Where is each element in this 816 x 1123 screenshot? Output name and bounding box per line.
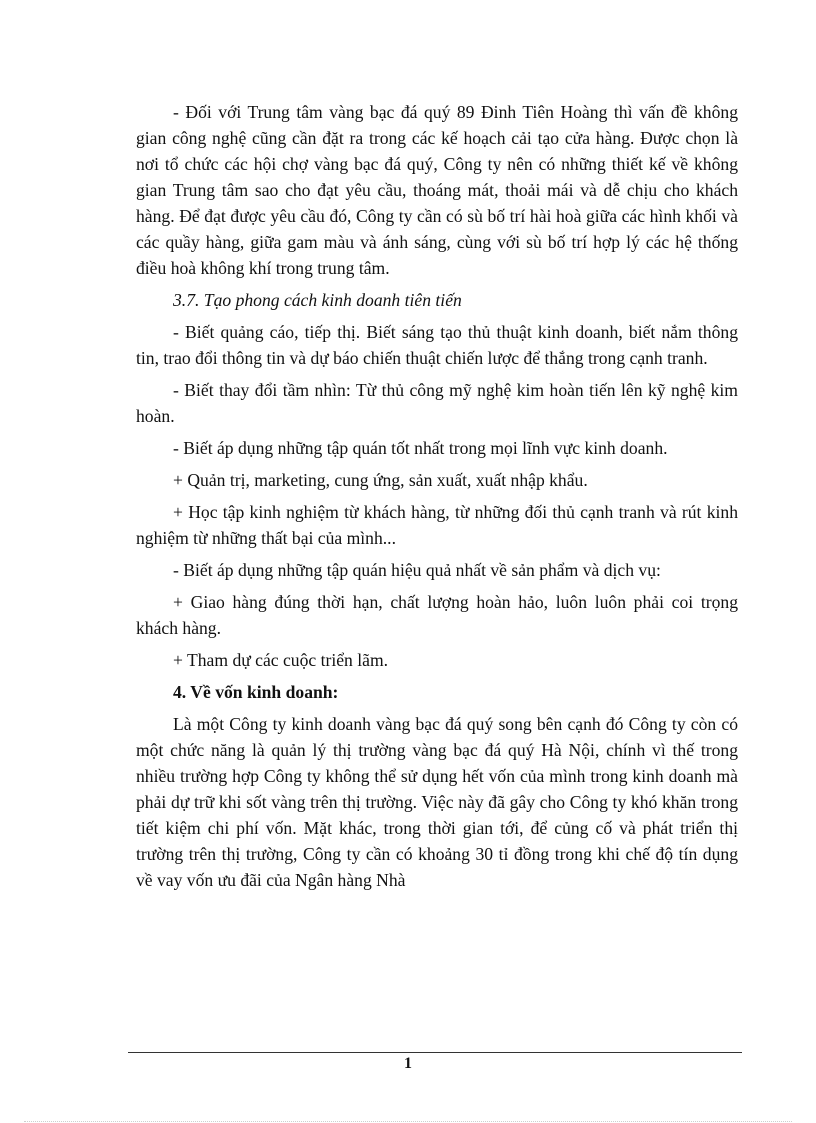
list-item-delivery: + Giao hàng đúng thời hạn, chất lượng hoàn hảo, luôn luôn phải coi trọng khách hàng.	[136, 592, 738, 638]
footer-divider	[128, 1052, 742, 1053]
page-number: 1	[404, 1055, 412, 1072]
section-heading-3-7: 3.7. Tạo phong cách kinh doanh tiên tiến	[173, 290, 462, 310]
list-item-exhibitions: + Tham dự các cuộc triển lãm.	[173, 650, 389, 670]
paragraph-best-practices: - Biết áp dụng những tập quán tốt nhất trong mọi lĩnh vực kinh doanh.	[173, 438, 668, 458]
paragraph-product-service: - Biết áp dụng những tập quán hiệu quả nhất về sản phẩm và dịch vụ:	[173, 560, 661, 580]
page-bottom-border	[24, 1121, 792, 1122]
paragraph-vision: - Biết thay đổi tầm nhìn: Từ thủ công mỹ nghệ kim hoàn tiến lên kỹ nghệ kim hoàn.	[136, 380, 738, 426]
paragraph-capital: Là một Công ty kinh doanh vàng bạc đá quý song bên cạnh đó Công ty còn có một chức năng là quản lý thị trường vàng bạc đá quý Hà Nội, chính vì thế trong nhiều trường hợp Công ty không thể sử dụng hết vốn của mình trong kinh doanh mà phải dự trữ khi sốt vàng trên thị trường. Việc này đã gây cho Công ty khó khăn trong tiết kiệm chi phí vốn. Mặt khác, trong thời gian tới, để củng cố và phát triển thị trường trên thị trường, Công ty cần có khoảng 30 tỉ đồng trong khi chế độ tín dụng về vay vốn ưu đãi của Ngân hàng Nhà	[136, 714, 738, 890]
paragraph-trung-tam-space: - Đối với Trung tâm vàng bạc đá quý 89 Đinh Tiên Hoàng thì vấn đề không gian công nghệ cũng cần đặt ra trong các kế hoạch cải tạo cửa hàng. Được chọn là nơi tổ chức các hội chợ vàng bạc đá quý, Công ty nên có những thiết kế về không gian Trung tâm sao cho đạt yêu cầu, thoáng mát, thoải mái và dễ chịu cho khách hàng. Để đạt được yêu cầu đó, Công ty cần có sù bố trí hài hoà giữa các hình khối và các quầy hàng, giữa gam màu và ánh sáng, cùng với sù bố trí hợp lý các hệ thống điều hoà không khí trong trung tâm.	[136, 102, 738, 278]
paragraph-advertising: - Biết quảng cáo, tiếp thị. Biết sáng tạo thủ thuật kinh doanh, biết nắm thông tin, trao đổi thông tin và dự báo chiến thuật chiến lược để thắng trong cạnh tranh.	[136, 322, 738, 368]
section-heading-4: 4. Về vốn kinh doanh:	[173, 682, 339, 702]
list-item-management: + Quản trị, marketing, cung ứng, sản xuất, xuất nhập khẩu.	[173, 470, 588, 490]
document-body	[136, 99, 738, 899]
list-item-learning: + Học tập kinh nghiệm từ khách hàng, từ những đối thủ cạnh tranh và rút kinh nghiệm từ những thất bại của mình...	[136, 502, 738, 548]
